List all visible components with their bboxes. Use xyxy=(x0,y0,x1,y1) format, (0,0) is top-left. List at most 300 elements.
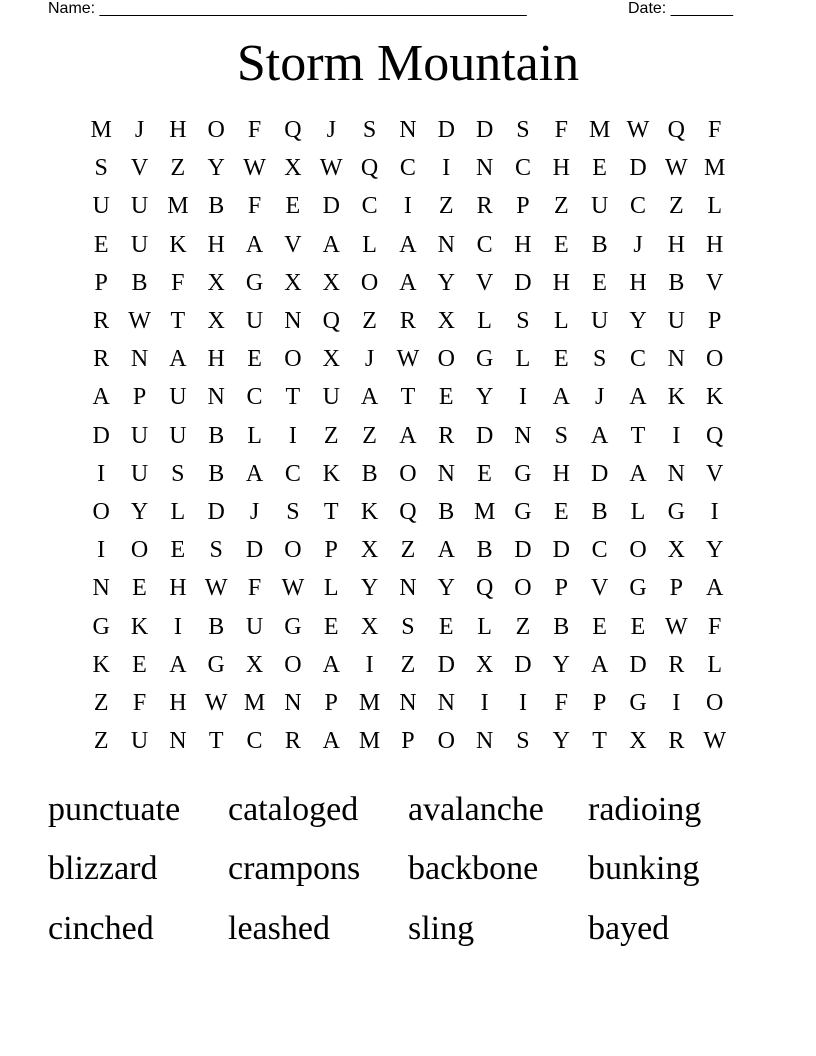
grid-row xyxy=(82,302,734,340)
grid-letter: S xyxy=(554,422,568,449)
grid-letter: H xyxy=(169,689,187,716)
grid-letter: Z xyxy=(438,193,454,220)
grid-letter: V xyxy=(706,460,724,487)
grid-letter: A xyxy=(399,231,417,258)
grid-letter: O xyxy=(706,689,724,716)
name-line: Name: ________________________________________________ xyxy=(48,0,527,17)
word-list-item: punctuate xyxy=(48,790,181,828)
grid-letter: A xyxy=(360,384,379,411)
grid-letter: A xyxy=(629,384,647,411)
grid-letter: O xyxy=(284,651,302,678)
grid-letter: X xyxy=(475,651,494,678)
grid-letter: R xyxy=(668,728,685,755)
grid-letter: K xyxy=(130,613,149,640)
grid-letter: D xyxy=(514,537,532,564)
grid-letter: U xyxy=(245,308,264,335)
grid-letter: E xyxy=(438,613,454,640)
grid-letter: G xyxy=(245,269,264,296)
grid-letter: T xyxy=(285,384,301,411)
grid-letter: W xyxy=(396,346,420,373)
grid-letter: G xyxy=(207,651,225,678)
grid-letter: X xyxy=(322,346,340,373)
grid-letter: X xyxy=(360,613,379,640)
grid-letter: A xyxy=(399,422,417,449)
grid-letter: T xyxy=(400,384,416,411)
grid-letter: D xyxy=(552,537,570,564)
word-list-item: backbone xyxy=(408,850,539,888)
grid-letter: T xyxy=(170,308,186,335)
grid-letter: P xyxy=(669,575,683,602)
page-title: Storm Mountain xyxy=(236,35,580,92)
grid-row xyxy=(82,417,734,455)
grid-letter: F xyxy=(707,613,722,640)
grid-letter: E xyxy=(132,651,147,678)
grid-letter: N xyxy=(207,384,225,411)
grid-letter: W xyxy=(243,155,266,182)
grid-letter: U xyxy=(130,728,149,755)
grid-letter: Y xyxy=(552,651,570,678)
grid-letter: Z xyxy=(400,651,416,678)
grid-letter: E xyxy=(592,613,607,640)
grid-letter: Q xyxy=(667,117,685,144)
grid-letter: H xyxy=(629,269,647,296)
grid-letter: P xyxy=(707,308,722,335)
grid-letter: Q xyxy=(706,422,724,449)
grid-letter: D xyxy=(514,269,532,296)
grid-letter: N xyxy=(437,460,455,487)
grid-letter: P xyxy=(401,728,415,755)
grid-letter: E xyxy=(592,155,607,182)
grid-letter: L xyxy=(362,231,377,258)
grid-letter: X xyxy=(284,155,302,182)
grid-letter: N xyxy=(399,689,417,716)
grid-letter: E xyxy=(323,613,339,640)
grid-letter: K xyxy=(169,231,187,258)
grid-letter: U xyxy=(130,231,149,258)
grid-letter: J xyxy=(326,117,336,144)
word-list xyxy=(48,780,768,959)
grid-letter: M xyxy=(243,689,266,716)
grid-letter: A xyxy=(169,346,187,373)
grid-letter: J xyxy=(633,231,643,258)
grid-letter: G xyxy=(629,689,647,716)
grid-letter: B xyxy=(591,231,608,258)
grid-letter: H xyxy=(207,231,225,258)
grid-letter: O xyxy=(360,269,379,296)
grid-row xyxy=(82,722,734,760)
grid-letter: O xyxy=(399,460,417,487)
grid-letter: F xyxy=(554,689,568,716)
grid-letter: U xyxy=(590,193,609,220)
grid-letter: B xyxy=(208,460,225,487)
grid-letter: R xyxy=(399,308,416,335)
grid-letter: Y xyxy=(437,575,455,602)
grid-letter: S xyxy=(94,155,108,182)
grid-letter: V xyxy=(706,269,724,296)
grid-letter: N xyxy=(667,460,685,487)
grid-row xyxy=(82,340,734,378)
grid-letter: N xyxy=(169,728,187,755)
grid-letter: J xyxy=(594,384,605,411)
grid-letter: G xyxy=(514,460,532,487)
grid-letter: E xyxy=(285,193,301,220)
grid-letter: W xyxy=(319,155,343,182)
grid-letter: Y xyxy=(130,498,149,525)
grid-letter: X xyxy=(437,308,455,335)
grid-row xyxy=(82,684,734,722)
grid-letter: A xyxy=(92,384,110,411)
grid-letter: A xyxy=(552,384,570,411)
grid-letter: L xyxy=(707,193,722,220)
grid-letter: Y xyxy=(207,155,225,182)
grid-letter: R xyxy=(668,651,685,678)
grid-letter: Q xyxy=(475,575,494,602)
grid-row xyxy=(82,226,734,264)
grid-letter: M xyxy=(704,155,726,182)
grid-letter: U xyxy=(169,384,187,411)
grid-letter: D xyxy=(437,651,455,678)
grid-letter: Y xyxy=(475,384,494,411)
grid-letter: J xyxy=(134,117,145,144)
grid-letter: H xyxy=(169,575,187,602)
grid-row xyxy=(82,493,734,531)
grid-letter: Z xyxy=(362,422,377,449)
grid-letter: Z xyxy=(515,613,531,640)
grid-letter: I xyxy=(672,689,681,716)
grid-letter: C xyxy=(246,384,263,411)
grid-letter: B xyxy=(668,269,685,296)
grid-letter: I xyxy=(403,193,412,220)
grid-letter: X xyxy=(207,308,225,335)
grid-letter: H xyxy=(514,231,532,258)
grid-letter: Q xyxy=(399,498,417,525)
grid-letter: C xyxy=(629,193,646,220)
grid-letter: G xyxy=(514,498,532,525)
grid-letter: N xyxy=(284,308,302,335)
grid-letter: D xyxy=(475,117,494,144)
word-list-item: bayed xyxy=(588,909,670,947)
grid-letter: I xyxy=(672,422,681,449)
grid-letter: K xyxy=(667,384,685,411)
grid-letter: U xyxy=(667,308,685,335)
grid-letter: Z xyxy=(323,422,339,449)
grid-letter: C xyxy=(246,728,263,755)
grid-letter: F xyxy=(554,117,568,144)
grid-letter: X xyxy=(207,269,225,296)
grid-letter: N xyxy=(514,422,532,449)
grid-letter: P xyxy=(132,384,147,411)
grid-letter: M xyxy=(473,498,496,525)
word-row xyxy=(48,780,768,840)
grid-letter: C xyxy=(361,193,378,220)
grid-letter: V xyxy=(130,155,149,182)
grid-letter: Q xyxy=(360,155,379,182)
grid-letter: B xyxy=(438,498,455,525)
grid-letter: L xyxy=(323,575,339,602)
grid-letter: I xyxy=(442,155,451,182)
grid-letter: J xyxy=(364,346,375,373)
grid-letter: D xyxy=(590,460,609,487)
grid-letter: X xyxy=(360,537,379,564)
word-list-item: blizzard xyxy=(48,850,158,888)
word-row xyxy=(48,899,768,959)
grid-letter: F xyxy=(171,269,185,296)
grid-letter: Z xyxy=(170,155,186,182)
grid-letter: X xyxy=(284,269,302,296)
grid-letter: L xyxy=(553,308,569,335)
grid-letter: S xyxy=(516,117,530,144)
grid-letter: O xyxy=(437,728,455,755)
grid-row xyxy=(82,111,734,149)
grid-letter: F xyxy=(247,117,262,144)
grid-letter: D xyxy=(207,498,225,525)
grid-letter: X xyxy=(629,728,647,755)
grid-letter: C xyxy=(399,155,416,182)
grid-letter: H xyxy=(552,460,570,487)
grid-letter: D xyxy=(322,193,340,220)
grid-letter: I xyxy=(97,537,106,564)
grid-letter: D xyxy=(475,422,494,449)
grid-letter: B xyxy=(553,613,570,640)
grid-letter: D xyxy=(514,651,532,678)
grid-letter: L xyxy=(630,498,646,525)
grid-letter: A xyxy=(322,728,340,755)
grid-letter: B xyxy=(131,269,148,296)
grid-row xyxy=(82,187,734,225)
grid-letter: U xyxy=(130,460,149,487)
grid-letter: Y xyxy=(437,269,455,296)
grid-row xyxy=(82,646,734,684)
grid-letter: M xyxy=(588,117,611,144)
grid-letter: F xyxy=(247,193,262,220)
grid-letter: E xyxy=(132,575,147,602)
grid-letter: R xyxy=(284,728,301,755)
grid-letter: E xyxy=(553,346,569,373)
word-list-item: leashed xyxy=(228,909,330,947)
grid-letter: C xyxy=(629,346,646,373)
grid-letter: G xyxy=(284,613,302,640)
grid-letter: W xyxy=(665,613,688,640)
grid-letter: S xyxy=(362,117,377,144)
grid-letter: W xyxy=(665,155,688,182)
grid-letter: W xyxy=(703,728,726,755)
grid-letter: O xyxy=(284,537,302,564)
grid-letter: L xyxy=(247,422,262,449)
grid-letter: M xyxy=(167,193,189,220)
grid-letter: S xyxy=(516,308,530,335)
grid-letter: N xyxy=(437,231,455,258)
grid-letter: X xyxy=(245,651,264,678)
grid-letter: Y xyxy=(360,575,379,602)
grid-letter: U xyxy=(169,422,187,449)
grid-row xyxy=(82,264,734,302)
grid-letter: L xyxy=(515,346,531,373)
grid-letter: I xyxy=(480,689,489,716)
grid-letter: W xyxy=(204,575,228,602)
grid-letter: Z xyxy=(553,193,569,220)
grid-letter: Q xyxy=(284,117,302,144)
grid-letter: L xyxy=(477,308,492,335)
grid-letter: O xyxy=(706,346,724,373)
grid-letter: L xyxy=(707,651,722,678)
grid-letter: M xyxy=(90,117,112,144)
grid-letter: I xyxy=(97,460,106,487)
letter-grid xyxy=(82,111,734,760)
word-list-item: bunking xyxy=(588,850,700,888)
grid-letter: C xyxy=(514,155,531,182)
grid-letter: U xyxy=(590,308,609,335)
grid-letter: J xyxy=(249,498,260,525)
grid-letter: G xyxy=(667,498,685,525)
grid-letter: S xyxy=(171,460,185,487)
grid-letter: N xyxy=(130,346,149,373)
grid-letter: A xyxy=(590,651,609,678)
grid-letter: I xyxy=(518,384,527,411)
grid-letter: B xyxy=(208,422,225,449)
grid-letter: G xyxy=(475,346,494,373)
grid-letter: N xyxy=(399,117,417,144)
grid-letter: O xyxy=(629,537,647,564)
grid-letter: H xyxy=(207,346,225,373)
grid-letter: K xyxy=(92,651,110,678)
grid-letter: I xyxy=(288,422,297,449)
grid-letter: D xyxy=(92,422,110,449)
grid-letter: E xyxy=(630,613,646,640)
grid-letter: R xyxy=(93,308,110,335)
grid-row xyxy=(82,607,734,645)
header-line xyxy=(48,0,740,20)
grid-letter: A xyxy=(322,651,340,678)
word-list-item: radioing xyxy=(588,790,702,828)
grid-letter: B xyxy=(208,193,225,220)
grid-letter: S xyxy=(286,498,300,525)
grid-letter: V xyxy=(284,231,302,258)
grid-letter: C xyxy=(591,537,608,564)
grid-letter: I xyxy=(173,613,182,640)
grid-letter: Z xyxy=(400,537,416,564)
grid-letter: E xyxy=(553,231,569,258)
grid-letter: O xyxy=(514,575,532,602)
grid-row xyxy=(82,531,734,569)
grid-letter: T xyxy=(592,728,607,755)
grid-letter: U xyxy=(130,193,149,220)
grid-row xyxy=(82,149,734,187)
grid-letter: P xyxy=(592,689,607,716)
grid-letter: E xyxy=(477,460,492,487)
grid-letter: R xyxy=(93,346,110,373)
grid-letter: P xyxy=(554,575,568,602)
grid-letter: N xyxy=(475,728,494,755)
grid-letter: K xyxy=(706,384,724,411)
grid-letter: T xyxy=(630,422,646,449)
grid-letter: T xyxy=(323,498,339,525)
grid-letter: E xyxy=(247,346,262,373)
grid-letter: X xyxy=(667,537,685,564)
grid-letter: Z xyxy=(93,728,109,755)
grid-letter: O xyxy=(437,346,455,373)
grid-letter: W xyxy=(281,575,305,602)
word-list-item: crampons xyxy=(228,850,361,888)
grid-letter: X xyxy=(322,269,340,296)
grid-letter: D xyxy=(437,117,455,144)
grid-letter: Z xyxy=(93,689,109,716)
word-list-item: avalanche xyxy=(408,790,544,828)
word-list-item: cinched xyxy=(48,909,154,947)
grid-letter: E xyxy=(93,231,109,258)
grid-letter: U xyxy=(92,193,110,220)
grid-letter: N xyxy=(92,575,110,602)
grid-letter: R xyxy=(438,422,455,449)
grid-letter: B xyxy=(476,537,493,564)
date-line: Date: _______ xyxy=(628,0,733,17)
grid-letter: S xyxy=(401,613,415,640)
grid-letter: E xyxy=(592,269,607,296)
grid-letter: E xyxy=(553,498,569,525)
grid-letter: B xyxy=(591,498,608,525)
grid-letter: P xyxy=(324,537,338,564)
grid-letter: B xyxy=(208,613,225,640)
grid-letter: S xyxy=(516,728,530,755)
word-list-item: sling xyxy=(408,909,475,947)
grid-row xyxy=(82,378,734,416)
grid-letter: N xyxy=(475,155,494,182)
grid-letter: P xyxy=(324,689,338,716)
grid-letter: N xyxy=(399,575,417,602)
grid-letter: U xyxy=(245,613,264,640)
grid-letter: A xyxy=(629,460,647,487)
grid-letter: Y xyxy=(629,308,647,335)
grid-letter: L xyxy=(170,498,186,525)
grid-letter: H xyxy=(552,155,570,182)
grid-letter: H xyxy=(552,269,570,296)
grid-letter: A xyxy=(322,231,340,258)
grid-letter: E xyxy=(438,384,454,411)
grid-letter: F xyxy=(132,689,147,716)
grid-letter: Y xyxy=(552,728,570,755)
grid-letter: H xyxy=(169,117,187,144)
grid-letter: V xyxy=(590,575,609,602)
grid-letter: D xyxy=(629,155,647,182)
grid-letter: S xyxy=(209,537,223,564)
grid-letter: A xyxy=(437,537,455,564)
grid-letter: A xyxy=(169,651,187,678)
grid-letter: S xyxy=(592,346,607,373)
grid-letter: B xyxy=(361,460,378,487)
grid-letter: Z xyxy=(668,193,684,220)
grid-letter: T xyxy=(208,728,224,755)
grid-letter: D xyxy=(245,537,264,564)
grid-letter: V xyxy=(475,269,494,296)
grid-letter: F xyxy=(707,117,722,144)
grid-letter: D xyxy=(629,651,647,678)
grid-letter: O xyxy=(207,117,225,144)
grid-letter: Q xyxy=(322,308,340,335)
grid-letter: H xyxy=(667,231,685,258)
grid-letter: U xyxy=(130,422,149,449)
grid-letter: O xyxy=(284,346,302,373)
grid-letter: A xyxy=(245,460,264,487)
grid-letter: I xyxy=(365,651,374,678)
grid-row xyxy=(82,455,734,493)
grid-letter: A xyxy=(706,575,724,602)
word-row xyxy=(48,840,768,900)
grid-letter: G xyxy=(629,575,647,602)
grid-letter: N xyxy=(437,689,455,716)
word-list-item: cataloged xyxy=(228,790,359,828)
grid-letter: E xyxy=(170,537,186,564)
grid-letter: O xyxy=(92,498,110,525)
grid-letter: R xyxy=(476,193,493,220)
